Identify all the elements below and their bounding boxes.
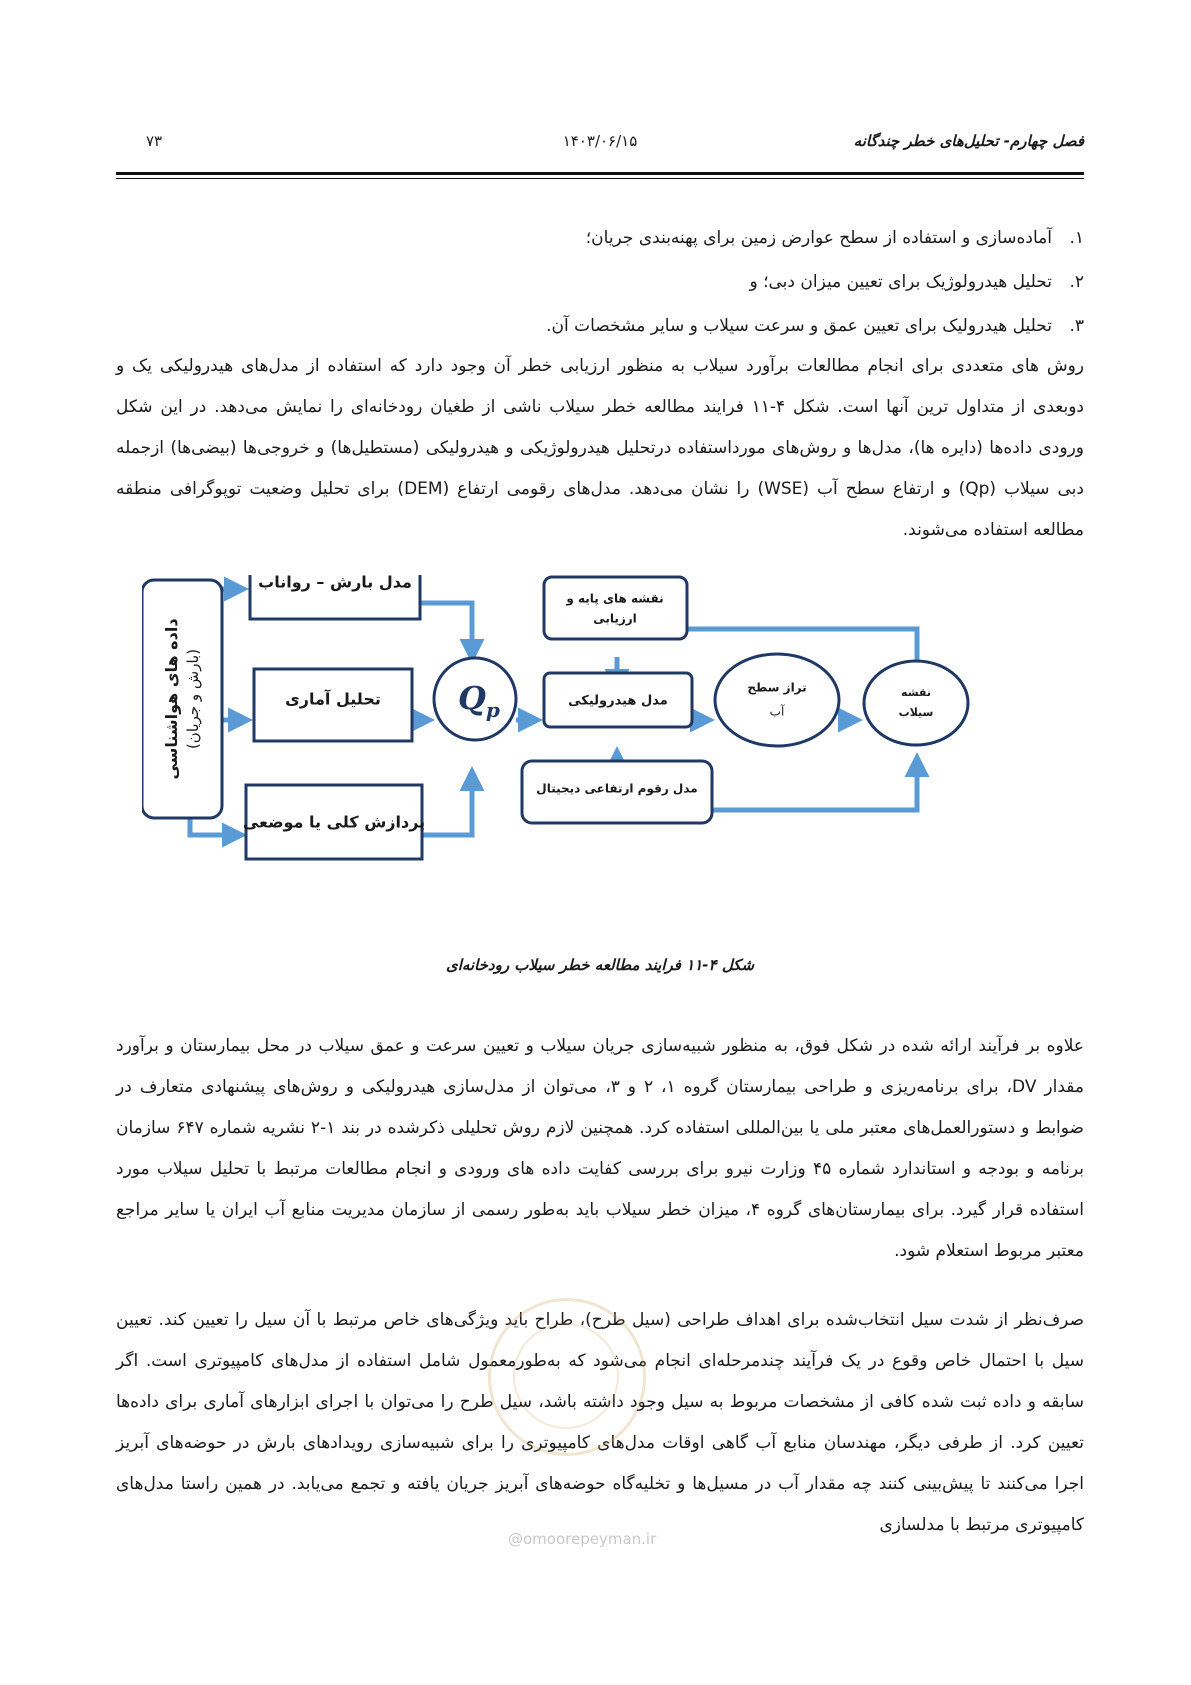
header-rule-thick (116, 172, 1084, 175)
paragraph-body-2: صرف‌نظر از شدت سیل انتخاب‌شده برای اهداف طراحی (سیل طرح)، طراح باید ویژگی‌های خاص مرتبط با آن سیل را تعیین کند. تعیین سیل با احتمال خاص وقوع در یک فرآیند چندمرحله‌ای انجام می‌شود که به‌طورمعمول شامل استفاده از مدل‌های کامپیوتری است. اگر سابقه و داده ثبت شده کافی از مشخصات مربوط به سیل وجود داشته باشد، سیل طرح را می‌توان با اجرای ابزارهای آماری برای داده‌ها تعیین کرد. از طرفی دیگر، مهندسان منابع آب گاهی اوقات مدل‌های کامپیوتری را برای شبیه‌سازی رویدادهای بارش در حوضه‌های آبریز اجرا می‌کنند تا پیش‌بینی کنند چه مقدار آب در مسیل‌ها و تخلیه‌گاه حوضه‌های آبریز جریان یافته و تجمع می‌یابد. در همین راستا مدل‌های کامپیوتری مرتبط با مدلسازی (116, 1310, 1084, 1535)
figure-caption: شکل ۴-۱۱ فرایند مطالعه خطر سیلاب رودخانه‌ای (445, 956, 755, 974)
arrow-dem-to-floodmap (712, 757, 917, 810)
list-text: تحلیل هیدرولیک برای تعیین عمق و سرعت سیلاب و سایر مشخصات آن. (546, 316, 1052, 336)
watermark-seal-icon (488, 1298, 646, 1456)
list-number: ۱. (1069, 228, 1084, 248)
flood-map-label-1: نقشه (901, 686, 931, 699)
list-number: ۳. (1069, 316, 1084, 336)
header-date: ۱۴۰۳/۰۶/۱۵ (562, 132, 638, 150)
list-item (116, 216, 1084, 260)
water-level-label-1: تراز سطح (747, 680, 807, 695)
water-level-ellipse (715, 654, 839, 746)
dem-label: مدل رقوم ارتفاعی دیجیتال (536, 781, 698, 796)
header-rule-thin (116, 178, 1084, 179)
list-number: ۲. (1069, 272, 1084, 292)
flood-map-label-2: سیلاب (898, 706, 934, 719)
list-text: تحلیل هیدرولوژیک برای تعیین میزان دبی؛ و (749, 272, 1052, 292)
base-maps-label-1: نقشه های پایه و (566, 591, 664, 606)
base-maps-box (544, 577, 687, 639)
base-maps-label-2: ارزیابی (593, 611, 637, 626)
paragraph-intro: روش های متعددی برای انجام مطالعات برآورد سیلاب به منظور ارزیابی خطر آن وجود دارد که استفاده از مدل‌های هیدرولیکی یک و دوبعدی از متداول ترین آنها است. شکل ۴-۱۱ فرایند مطالعه خطر سیلاب ناشی از طغیان رودخانه‌ای را نمایش می‌دهد. در این شکل ورودی داده‌ها (دایره ها)، مدل‌ها و روش‌های مورداستفاده درتحلیل هیدرولوژیکی و هیدرولیکی (مستطیل‌ها) و خروجی‌ها (بیضی‌ها) ازجمله دبی سیلاب (Qp) و ارتفاع سطح آب (WSE) را نشان می‌دهد. مدل‌های رقومی ارتفاع (DEM) برای تحلیل وضعیت توپوگرافی منطقه مطالعه استفاده می‌شوند. (116, 356, 1084, 540)
page-number: ۷۳ (146, 132, 163, 150)
qp-subscript: p (485, 698, 500, 722)
processing-label: پردازش کلی یا موضعی (242, 812, 426, 832)
flood-process-diagram (142, 575, 1057, 940)
met-data-box (142, 580, 222, 818)
page-header (116, 128, 1084, 158)
arrow-rainfall-to-qp (420, 603, 472, 659)
paragraph-body-1: علاوه بر فرآیند ارائه شده در شکل فوق، به منظور شبیه‌سازی جریان سیلاب و تعیین سرعت و عمق سیلاب در محل بیمارستان و برآورد مقدار DV، برای برنامه‌ریزی و طراحی بیمارستان گروه ۱، ۲ و ۳، می‌توان از مدل‌سازی هیدرولیکی و روش‌های پیشنهادی متعارف در ضوابط و دستورالعمل‌های معتبر ملی یا بین‌المللی استفاده کرد. همچنین لازم روش تحلیلی ذکرشده در بند ۱-۲ نشریه شماره ۶۴۷ سازمان برنامه و بودجه و استاندارد شماره ۴۵ وزارت نیرو برای بررسی کفایت داده های ورودی و انجام مطالعات مرتبط با تحلیل سیلاب مورد استفاده قرار گیرد. برای بیمارستان‌های گروه ۴، میزان خطر سیلاب باید به‌طور رسمی از سازمان مدیریت منابع آب ایران یا سایر مراجع معتبر مربوط استعلام شود. (116, 1036, 1084, 1261)
qp-main: Q (458, 679, 486, 717)
met-data-label: داده های هواشناسی (162, 618, 181, 780)
list-item (116, 304, 1084, 348)
rainfall-runoff-label: مدل بارش – رواناب (258, 575, 412, 592)
arrow-processing-to-qp (422, 771, 472, 835)
chapter-title: فصل چهارم- تحلیل‌های خطر چندگانه (853, 132, 1084, 150)
statistical-label: تحلیل آماری (285, 689, 381, 709)
hydraulic-model-label: مدل هیدرولیکی (568, 693, 668, 709)
met-data-sublabel: (بارش و جریان) (184, 648, 202, 750)
flood-map-ellipse (864, 661, 968, 745)
list-item (116, 260, 1084, 304)
list-text: آماده‌سازی و استفاده از سطح عوارض زمین برای پهنه‌بندی جریان؛ (585, 228, 1052, 248)
steps-list (116, 216, 1084, 348)
water-level-label-2: آب (769, 704, 785, 719)
watermark-text: @omoorepeyman.ir (508, 1530, 657, 1548)
